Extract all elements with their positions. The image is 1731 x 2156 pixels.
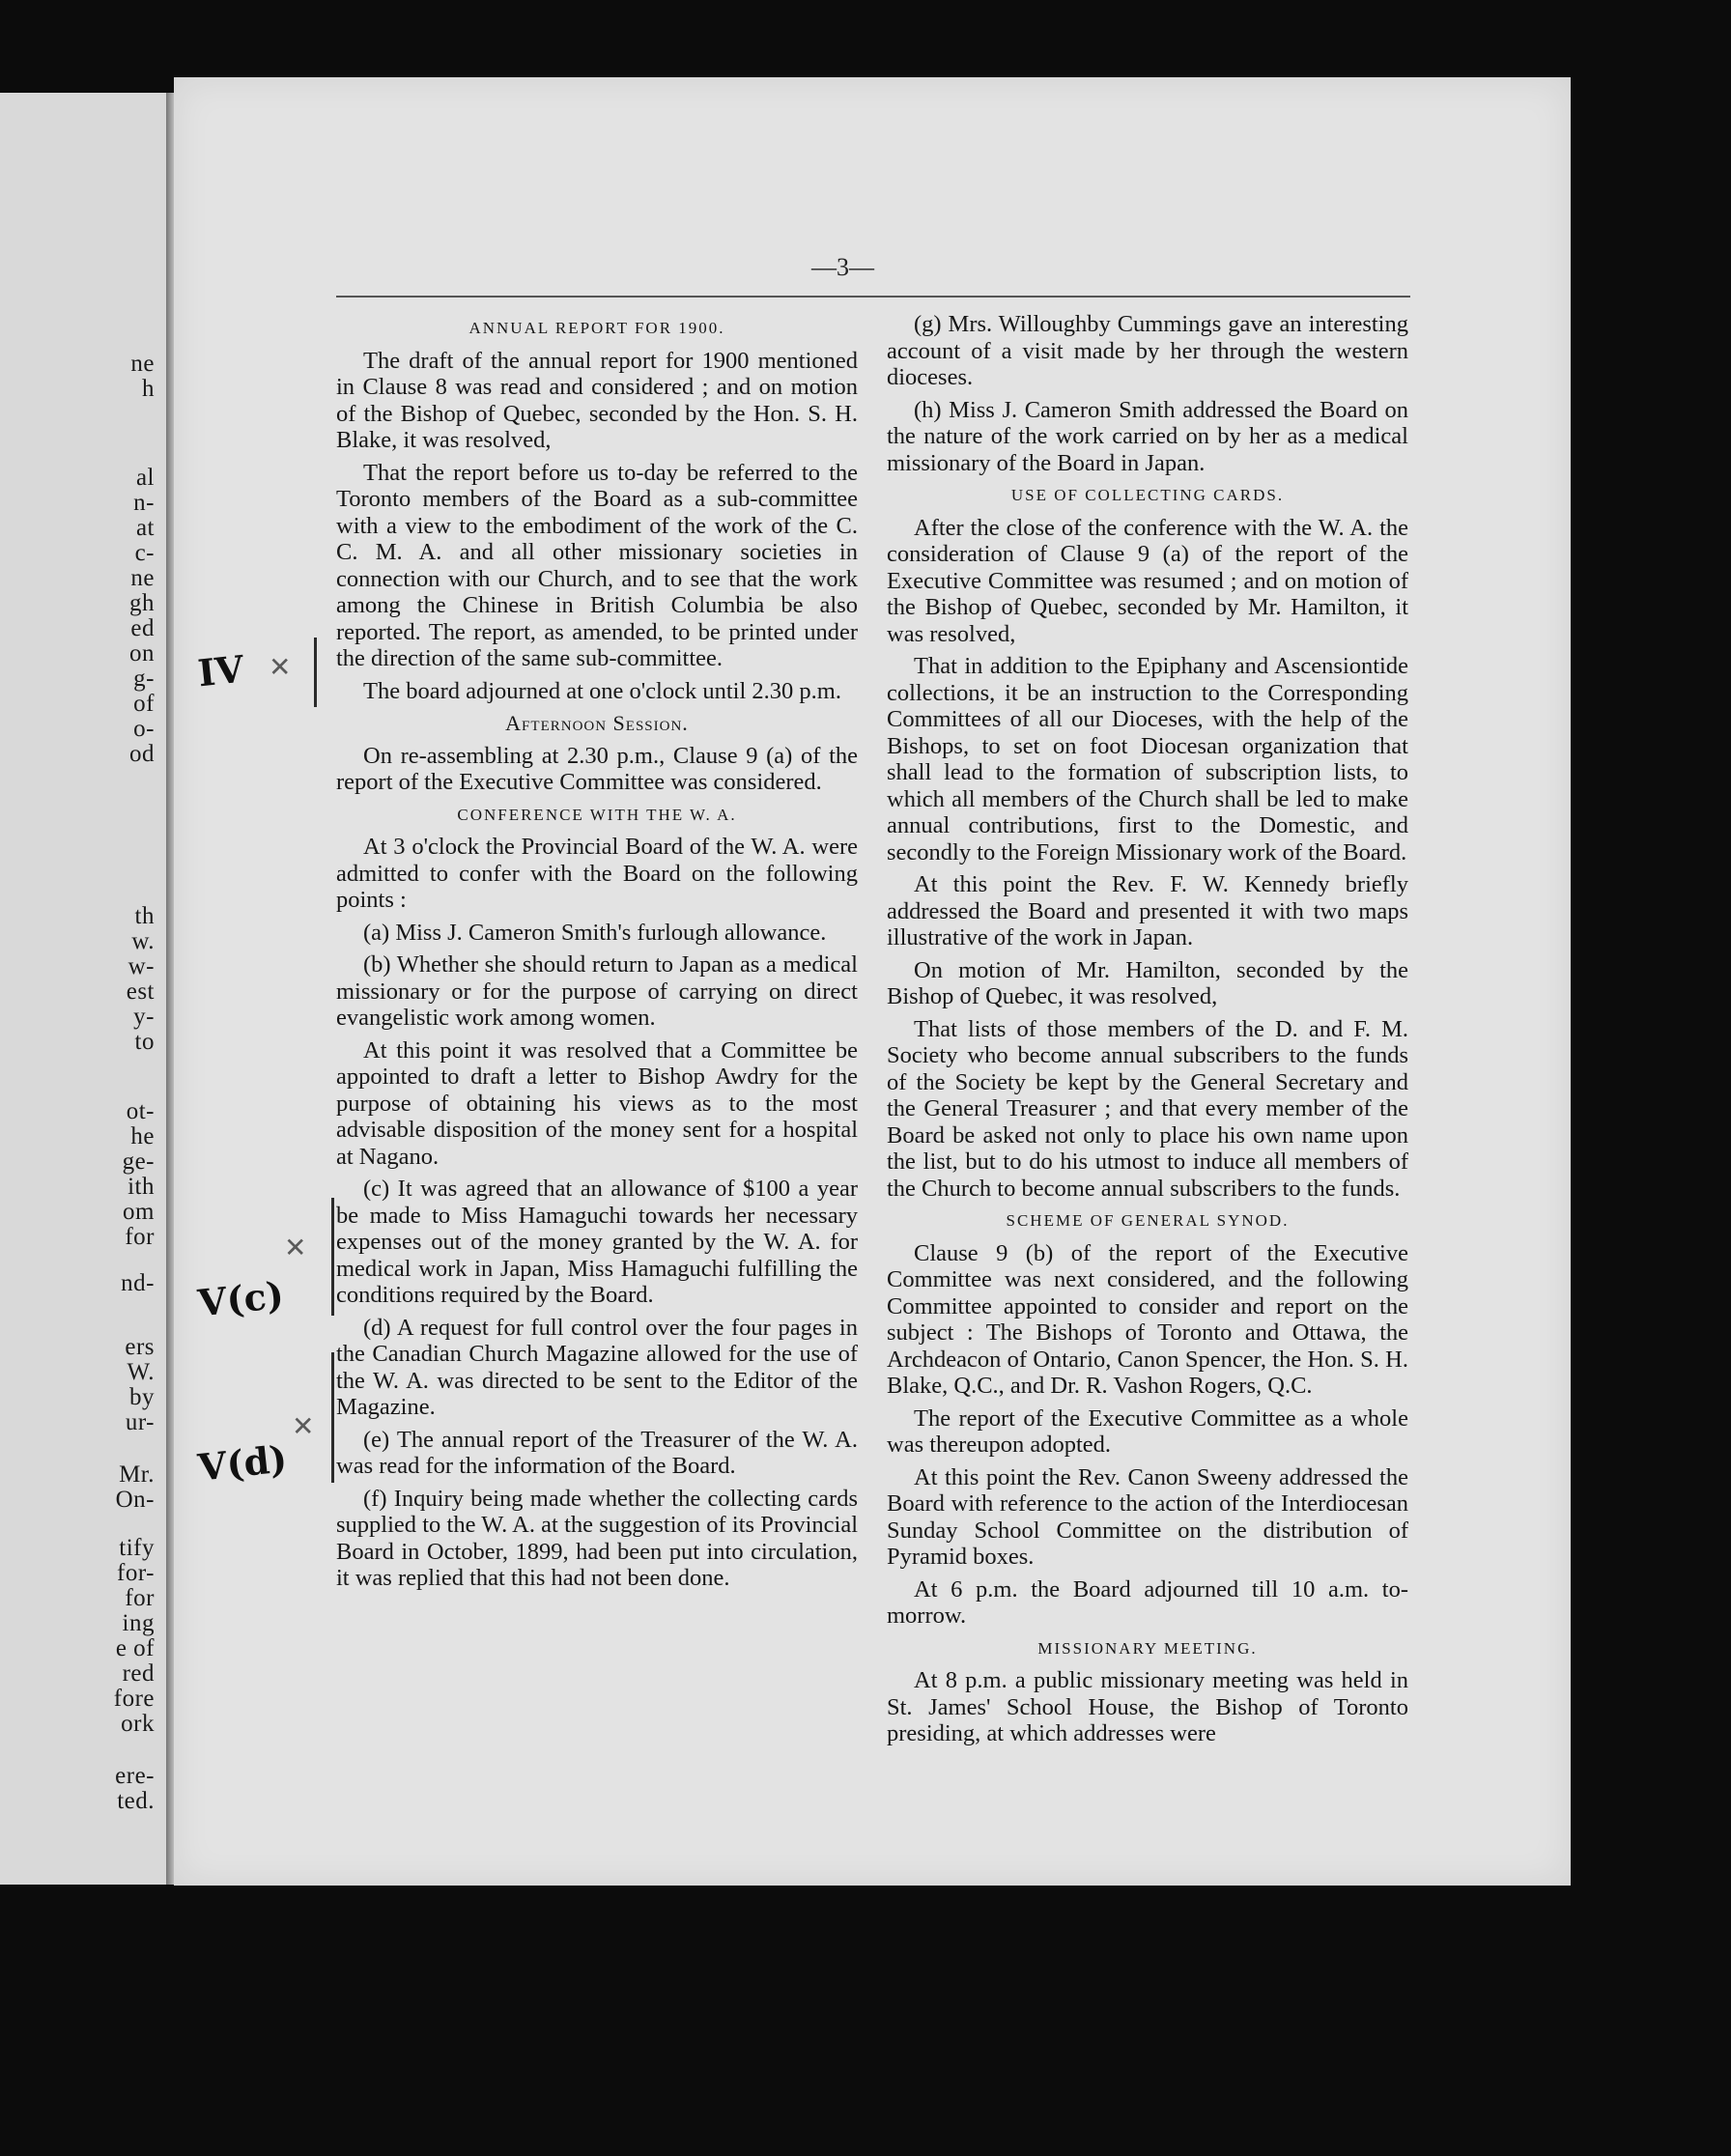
x-mark-icon: ✕ bbox=[284, 1232, 307, 1263]
facing-page-fragment: ere- bbox=[115, 1763, 155, 1789]
facing-page-fragment: ed bbox=[130, 615, 155, 641]
right-column bbox=[887, 311, 1408, 1753]
paragraph: (e) The annual report of the Treasurer of the W. A. was read for the information of the Board. bbox=[336, 1426, 858, 1479]
paragraph: At 8 p.m. a public missionary meeting was held in St. James' School House, the Bishop of Toronto presiding, at which addresses were bbox=[887, 1667, 1408, 1746]
facing-page-edge bbox=[0, 93, 168, 1885]
annotation-iv: IV bbox=[195, 646, 246, 695]
x-mark-icon: ✕ bbox=[269, 651, 292, 683]
paragraph: The draft of the annual report for 1900 mentioned in Clause 8 was read and considered ; and on motion of the Bishop of Quebec, seconded by the Hon. S. H. Blake, it was resolved, bbox=[336, 347, 858, 453]
facing-page-fragment: nd- bbox=[121, 1270, 155, 1296]
facing-page-fragment: by bbox=[129, 1384, 155, 1410]
facing-page-fragment: e of bbox=[115, 1635, 155, 1661]
header-rule bbox=[336, 296, 1410, 298]
section-heading: MISSIONARY MEETING. bbox=[1037, 1638, 1258, 1658]
facing-page-fragment: red bbox=[122, 1660, 155, 1687]
paragraph: The report of the Executive Committee as a whole was thereupon adopted. bbox=[887, 1404, 1408, 1458]
annotation-v-c: V(c) bbox=[195, 1272, 286, 1325]
section-heading: USE OF COLLECTING CARDS. bbox=[1010, 486, 1285, 504]
section-heading: ANNUAL REPORT FOR 1900. bbox=[468, 319, 725, 337]
facing-page-fragment: at bbox=[135, 515, 155, 541]
margin-bracket bbox=[314, 638, 317, 707]
paragraph: Clause 9 (b) of the report of the Executive Committee was next considered, and the following Committee appointed to consider and report on the subject : The Bishops of Toronto and Ottawa, the Archdeacon of Ontario, Canon Spencer, the Hon. S. H. Blake, Q.C., and Dr. R. Vashon Rogers, Q.C. bbox=[887, 1239, 1408, 1399]
facing-page-fragment: of bbox=[133, 691, 155, 717]
section-heading: CONFERENCE WITH THE W. A. bbox=[457, 805, 737, 824]
facing-page-fragment: tify bbox=[119, 1535, 155, 1561]
facing-page-fragment: ith bbox=[128, 1174, 155, 1200]
facing-page-fragment: o- bbox=[133, 716, 155, 742]
paragraph: At 3 o'clock the Provincial Board of the W. A. were admitted to confer with the Board on the following points : bbox=[336, 834, 858, 913]
facing-page-fragment: n- bbox=[133, 490, 155, 516]
paragraph: (h) Miss J. Cameron Smith addressed the Board on the nature of the work carried on by her as a medical missionary of the Board in Japan. bbox=[887, 396, 1408, 476]
facing-page-fragment: W. bbox=[127, 1359, 155, 1385]
paragraph: At this point it was resolved that a Committee be appointed to draft a letter to Bishop Awdry for the purpose of obtaining his views as to the most advisable disposition of the money sent for a hospital at Nagano. bbox=[336, 1036, 858, 1170]
facing-page-fragment: ing bbox=[122, 1610, 155, 1636]
margin-bracket bbox=[331, 1198, 334, 1316]
paragraph: That the report before us to-day be referred to the Toronto members of the Board as a sub-committee with a view to the embodiment of the work of the C. C. M. A. and all other missionary societies in connection with our Church, and to see that the work among the Chinese in British Columbia be also reported. The report, as amended, to be printed under the direction of the same sub-committee. bbox=[336, 459, 858, 671]
facing-page-fragment: ork bbox=[121, 1711, 155, 1737]
facing-page-fragment: ur- bbox=[125, 1409, 155, 1435]
facing-page-fragment: for- bbox=[117, 1560, 155, 1586]
paragraph: (c) It was agreed that an allowance of $100 a year be made to Miss Hamaguchi towards her necessary expenses out of the money granted by the W. A. for medical work in Japan, Miss Hamaguchi fulfilling the conditions required by the Board. bbox=[336, 1176, 858, 1308]
facing-page-fragment: ot- bbox=[126, 1098, 155, 1124]
facing-page-fragment: he bbox=[130, 1123, 155, 1149]
facing-page-fragment: fore bbox=[113, 1686, 155, 1712]
facing-page-fragment: w. bbox=[131, 928, 155, 954]
facing-page-fragment: w- bbox=[128, 953, 155, 979]
paragraph: At this point the Rev. Canon Sweeny addressed the Board with reference to the action of the Interdiocesan Sunday School Committee on the distribution of Pyramid boxes. bbox=[887, 1463, 1408, 1570]
facing-page-fragment: th bbox=[134, 903, 155, 929]
facing-page-fragment: ge- bbox=[122, 1149, 155, 1175]
facing-page-fragment: al bbox=[135, 465, 155, 491]
facing-page-fragment: on bbox=[129, 640, 155, 667]
facing-page-fragment: Mr. bbox=[119, 1461, 155, 1488]
facing-page-fragment: On- bbox=[115, 1487, 155, 1513]
facing-page-fragment: h bbox=[142, 376, 155, 402]
facing-page-fragment: y- bbox=[133, 1004, 155, 1030]
facing-page-fragment: est bbox=[126, 979, 155, 1005]
paragraph: That lists of those members of the D. and F. M. Society who become annual subscribers to the funds of the Society be kept by the General Secretary and the General Treasurer ; and that every member of the Board be asked not only to place his own name upon the list, but to do his utmost to induce all members of the Church to become annual subscribers to the funds. bbox=[887, 1015, 1408, 1202]
left-column bbox=[336, 311, 858, 1598]
paragraph: On motion of Mr. Hamilton, seconded by the Bishop of Quebec, it was resolved, bbox=[887, 956, 1408, 1009]
annotation-v-d: V(d) bbox=[195, 1436, 290, 1489]
paragraph: At 6 p.m. the Board adjourned till 10 a.m. to-morrow. bbox=[887, 1575, 1408, 1629]
facing-page-fragment: g- bbox=[133, 666, 155, 692]
margin-bracket bbox=[331, 1352, 334, 1483]
facing-page-fragment: for bbox=[125, 1585, 155, 1611]
paragraph: (a) Miss J. Cameron Smith's furlough allowance. bbox=[363, 919, 827, 946]
facing-page-fragment: gh bbox=[129, 590, 155, 616]
x-mark-icon: ✕ bbox=[292, 1410, 315, 1442]
page-number: —3— bbox=[811, 253, 874, 281]
facing-page-fragment: ne bbox=[130, 565, 155, 591]
facing-page-fragment: om bbox=[123, 1199, 155, 1225]
facing-page-fragment: c- bbox=[134, 540, 155, 566]
paragraph: (d) A request for full control over the four pages in the Canadian Church Magazine allowed for the use of the W. A. was directed to be sent to the Editor of the Magazine. bbox=[336, 1314, 858, 1420]
facing-page-fragment: ted. bbox=[117, 1788, 155, 1814]
section-heading: SCHEME OF GENERAL SYNOD. bbox=[1006, 1211, 1290, 1230]
paragraph: (f) Inquiry being made whether the collecting cards supplied to the W. A. at the suggestion of its Provincial Board in October, 1899, had been put into circulation, it was replied that this had not been done. bbox=[336, 1485, 858, 1591]
paragraph: That in addition to the Epiphany and Ascensiontide collections, it be an instruction to the Corresponding Committees of all our Dioceses, with the help of the Bishops, to set on foot Diocesan organization that shall lead to the formation of subscription lists, to which all members of the Church shall be led to make annual contributions, first to the Domestic, and secondly to the Foreign Missionary work of the Board. bbox=[887, 653, 1408, 865]
paragraph: (b) Whether she should return to Japan as a medical missionary or for the purpose of carrying on direct evangelistic work among women. bbox=[336, 951, 858, 1031]
session-heading: Afternoon Session. bbox=[505, 711, 689, 735]
facing-page-fragment: for bbox=[125, 1224, 155, 1250]
facing-page-fragment: od bbox=[129, 741, 155, 767]
paragraph: The board adjourned at one o'clock until 2.30 p.m. bbox=[363, 677, 841, 704]
binding-gutter bbox=[166, 93, 174, 1885]
facing-page-fragment: ne bbox=[130, 351, 155, 377]
paragraph: After the close of the conference with the W. A. the consideration of Clause 9 (a) of the report of the Executive Committee was resumed ; and on motion of the Bishop of Quebec, seconded by Mr. Hamilton, it was resolved, bbox=[887, 514, 1408, 647]
facing-page-fragment: to bbox=[134, 1029, 155, 1055]
paragraph: At this point the Rev. F. W. Kennedy briefly addressed the Board and presented it with two maps illustrative of the work in Japan. bbox=[887, 871, 1408, 950]
paragraph: (g) Mrs. Willoughby Cummings gave an interesting account of a visit made by her through the western dioceses. bbox=[887, 311, 1408, 390]
paragraph: On re-assembling at 2.30 p.m., Clause 9 (a) of the report of the Executive Committee was considered. bbox=[336, 742, 858, 795]
facing-page-fragment: ers bbox=[125, 1334, 155, 1360]
